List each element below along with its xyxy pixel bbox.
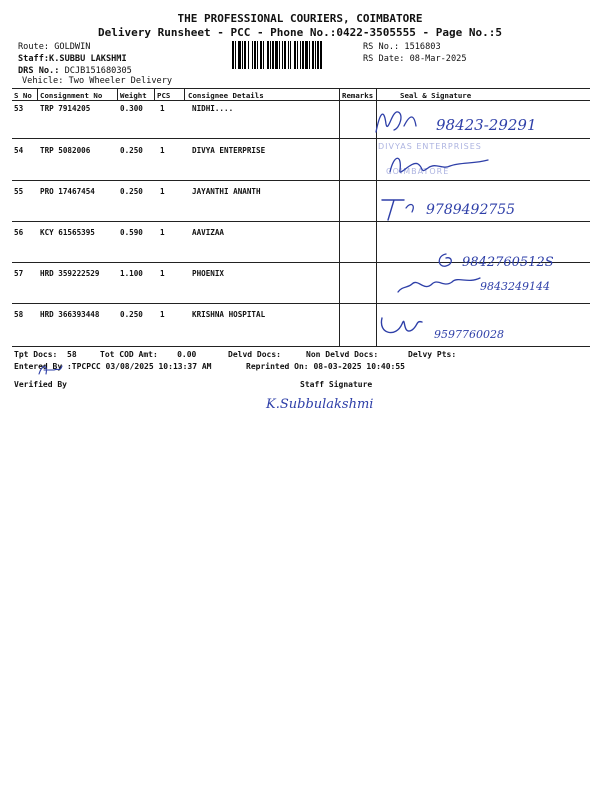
row-consignment: KCY 61565395 xyxy=(40,228,95,237)
drs-value: DCJB151680305 xyxy=(64,66,132,76)
row58-phone: 9597760028 xyxy=(434,328,504,341)
col-header-remarks: Remarks xyxy=(342,91,374,100)
row57-signature xyxy=(388,248,598,306)
tpt-docs-label: Tpt Docs: xyxy=(14,350,58,359)
row-consignment: TRP 7914205 xyxy=(40,104,91,113)
tot-cod-value: 0.00 xyxy=(177,350,197,359)
row54-signature xyxy=(384,150,524,180)
row-sno: 55 xyxy=(14,187,24,196)
row55-signature xyxy=(376,190,596,226)
runsheet-subtitle: Delivery Runsheet - PCC - Phone No.:0422-3505555 - Page No.:5 xyxy=(98,26,502,39)
drs-line xyxy=(18,66,132,76)
col-header-weight: Weight xyxy=(120,91,147,100)
row53-signature xyxy=(370,104,590,140)
col-divider xyxy=(154,88,155,100)
row-consignee: JAYANTHI ANANTH xyxy=(192,187,261,196)
row-weight: 0.300 xyxy=(120,104,143,113)
staff-handwritten-signature xyxy=(264,390,384,416)
row-weight: 0.590 xyxy=(120,228,143,237)
row-sno: 54 xyxy=(14,146,24,155)
entered-initial xyxy=(36,362,66,378)
row-consignment: HRD 366393448 xyxy=(40,310,100,319)
tot-cod-label: Tot COD Amt: xyxy=(100,350,158,359)
rs-date-label: RS Date: xyxy=(363,54,405,64)
remarks-divider xyxy=(339,88,340,346)
rs-no-line xyxy=(363,42,441,52)
vehicle-label: Vehicle: xyxy=(22,76,64,86)
row-sno: 57 xyxy=(14,269,24,278)
row54-company-stamp: DIVYAS ENTERPRISES xyxy=(378,142,482,151)
drs-label: DRS No.: xyxy=(18,66,60,76)
col-header-sno: S No xyxy=(14,91,32,100)
route-label: Route: xyxy=(18,42,50,52)
delvy-pts-label: Delvy Pts: xyxy=(408,350,457,359)
col-header-consignment: Consignment No xyxy=(40,91,103,100)
vehicle-value: Two Wheeler Delivery xyxy=(68,76,173,86)
verified-by-label: Verified By xyxy=(14,380,67,389)
tot-cod xyxy=(100,350,196,359)
reprinted-value: 08-03-2025 10:40:55 xyxy=(313,362,405,371)
col-divider xyxy=(117,88,118,100)
row57-phone-2: 9843249144 xyxy=(480,280,550,293)
vehicle-line xyxy=(22,76,172,86)
row-consignment: TRP 5082006 xyxy=(40,146,91,155)
row54-stamp-city: COIMBATORE xyxy=(386,167,450,176)
row-pcs: 1 xyxy=(160,104,165,113)
row-pcs: 1 xyxy=(160,187,165,196)
row-rule xyxy=(12,180,590,181)
row-sno: 53 xyxy=(14,104,24,113)
row-pcs: 1 xyxy=(160,146,165,155)
row-consignee: PHOENIX xyxy=(192,269,225,278)
row-pcs: 1 xyxy=(160,228,165,237)
row-weight: 0.250 xyxy=(120,146,143,155)
route-value: GOLDWIN xyxy=(54,42,91,52)
row-consignee: NIDHI.... xyxy=(192,104,234,113)
row-sno: 56 xyxy=(14,228,24,237)
row-pcs: 1 xyxy=(160,310,165,319)
row-sno: 58 xyxy=(14,310,24,319)
col-header-consignee: Consignee Details xyxy=(188,91,264,100)
delvd-docs-label: Delvd Docs: xyxy=(228,350,281,359)
row-consignment: PRO 17467454 xyxy=(40,187,95,196)
col-header-pcs: PCS xyxy=(157,91,171,100)
drs-barcode xyxy=(232,41,356,69)
reprinted-label: Reprinted On: xyxy=(246,362,309,371)
row-consignment: HRD 359222529 xyxy=(40,269,100,278)
col-divider xyxy=(184,88,185,100)
row-weight: 0.250 xyxy=(120,187,143,196)
tpt-docs-value: 58 xyxy=(67,350,77,359)
reprinted-on xyxy=(246,362,405,371)
barcode-bar xyxy=(322,41,325,69)
staff-value: K.SUBBU LAKSHMI xyxy=(49,54,127,64)
row-weight: 1.100 xyxy=(120,269,143,278)
tpt-docs xyxy=(14,350,77,359)
row-consignee: KRISHNA HOSPITAL xyxy=(192,310,266,319)
rs-no-value: 1516803 xyxy=(404,42,441,52)
row58-signature xyxy=(372,304,572,348)
table-top-rule xyxy=(12,88,590,89)
entered-by-label: Entered By : xyxy=(14,362,72,371)
entered-by-value: TPCPCC 03/08/2025 10:13:37 AM xyxy=(71,362,212,371)
company-title: THE PROFESSIONAL COURIERS, COIMBATORE xyxy=(177,12,423,25)
row55-phone: 9789492755 xyxy=(426,202,516,218)
staff-line xyxy=(18,54,127,64)
table-header-rule xyxy=(12,100,590,101)
row53-phone: 98423-29291 xyxy=(436,116,537,134)
staff-signature-label: Staff Signature xyxy=(300,380,373,389)
row-pcs: 1 xyxy=(160,269,165,278)
rs-no-label: RS No.: xyxy=(363,42,400,52)
staff-label: Staff: xyxy=(18,54,50,64)
row-consignee: DIVYA ENTERPRISE xyxy=(192,146,266,155)
route-line xyxy=(18,42,90,52)
row57-phone-1: 9842760512S xyxy=(462,255,554,270)
staff-sig-text: K.Subbulakshmi xyxy=(266,397,374,412)
row-weight: 0.250 xyxy=(120,310,143,319)
non-delvd-docs-label: Non Delvd Docs: xyxy=(306,350,379,359)
rs-date-line xyxy=(363,54,467,64)
row-consignee: AAVIZAA xyxy=(192,228,225,237)
col-header-seal: Seal & Signature xyxy=(400,91,472,100)
col-divider xyxy=(37,88,38,100)
rs-date-value: 08-Mar-2025 xyxy=(409,54,467,64)
